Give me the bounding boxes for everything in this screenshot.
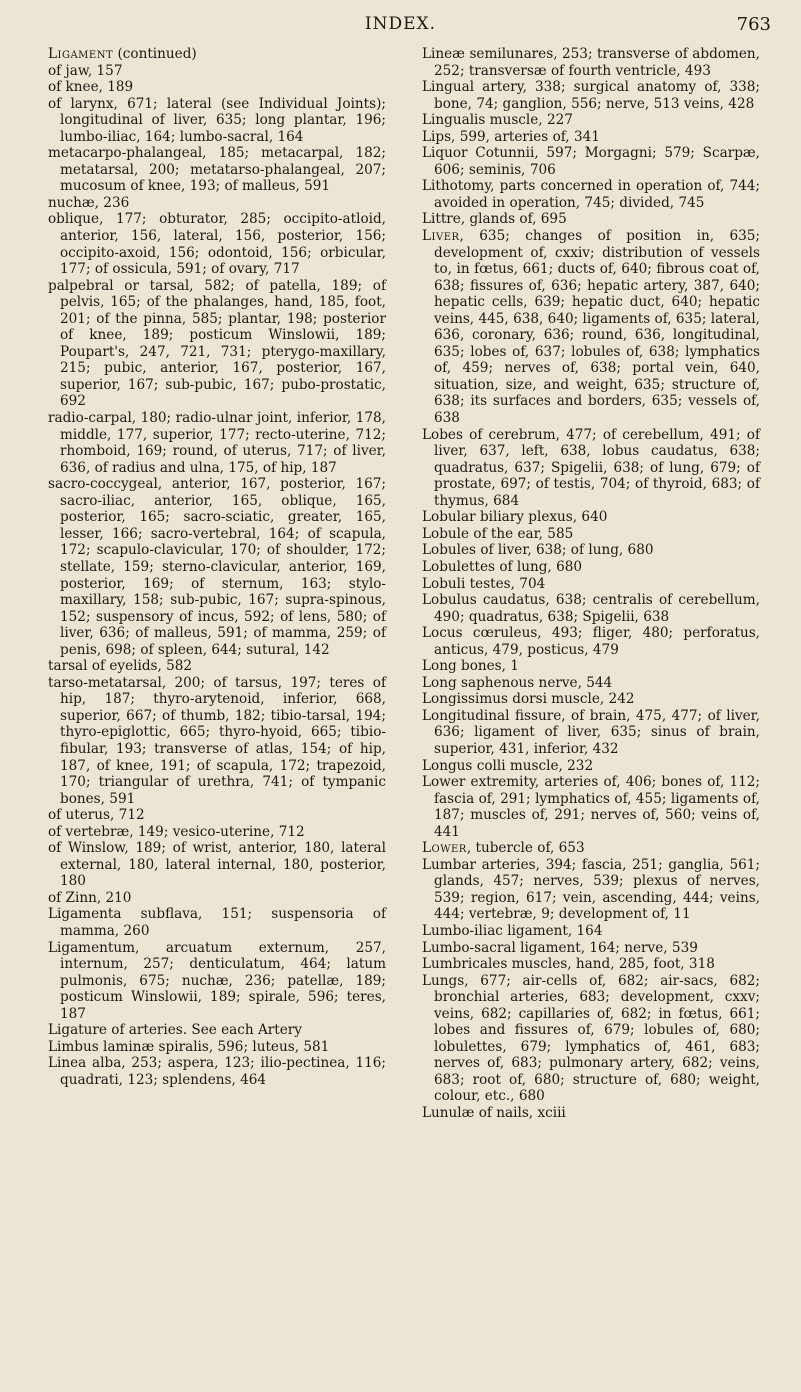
index-entry (422, 956, 760, 973)
index-entry-text: Littre, glands of, 695 (422, 211, 567, 228)
index-column-right (422, 46, 760, 1122)
index-entry-text: Longissimus dorsi muscle, 242 (422, 691, 635, 708)
index-entry (48, 96, 386, 146)
index-entry (422, 427, 760, 510)
index-entry-text: Lips, 599, arteries of, 341 (422, 128, 600, 145)
index-entry (422, 129, 760, 146)
page-header (0, 12, 801, 42)
index-entry (422, 576, 760, 593)
index-entry (48, 906, 386, 939)
index-entry (422, 625, 760, 658)
index-entry (48, 195, 386, 212)
index-entry-text: Lumbo-iliac ligament, 164 (422, 922, 603, 939)
index-entry (422, 145, 760, 178)
index-entry (48, 1022, 386, 1039)
index-entry (48, 675, 386, 807)
index-entry (48, 807, 386, 824)
index-entry (422, 940, 760, 957)
index-entry-text: of jaw, 157 (48, 62, 123, 79)
index-entry (422, 46, 760, 79)
index-entry (422, 112, 760, 129)
index-entry-text: Linea alba, 253; aspera, 123; ilio-pectinea, 116; quadrati, 123; splendens, 464 (48, 1055, 386, 1088)
index-entry-text: of uterus, 712 (48, 807, 145, 824)
index-entry-text: metacarpo-phalangeal, 185; metacarpal, 182; metatarsal, 200; metatarso-phalangeal, 207; mucosum of knee, 193; of malleus, 591 (48, 145, 386, 195)
index-entry-text: palpebral or tarsal, 582; of patella, 189; of pelvis, 165; of the phalanges, hand, 185, foot, 201; of the pinna, 585; plantar, 198; posterior of knee, 189; posticum Winslowii, 189; Poupart's, 247, 721, 731; pterygo-maxillary, 215; pubic, anterior, 167, posterior, 167, superior, 167; sub-pubic, 167; pubo-prostatic, 692 (48, 277, 386, 410)
index-entry-text: , tubercle of, 653 (466, 840, 585, 857)
index-entry (422, 857, 760, 923)
index-headword: Lower (422, 840, 467, 857)
index-entry (422, 592, 760, 625)
index-entry (48, 79, 386, 96)
index-entry-text: Limbus laminæ spiralis, 596; luteus, 581 (48, 1038, 330, 1055)
index-entry (48, 840, 386, 890)
index-entry-text: , 635; changes of position in, 635; development of, cxxiv; distribution of vessels to, in fœtus, 661; ducts of, 640; fibrous coat of, 638; fissures of, 636; hepatic artery, 387, 640; hepatic cells, 639; hepatic duct, 640; hepatic veins, 445, 638, 640; ligaments of, 635; lateral, 636, coronary, 636; round, 636, longitudinal, 635; lobes of, 637; lobules of, 638; lymphatics of, 459; nerves of, 638; portal vein, 640, situation, size, and weight, 635; structure of, 638; its surfaces and borders, 635; vessels of, 638 (434, 228, 760, 427)
index-entry-text: Lumbo-sacral ligament, 164; nerve, 539 (422, 939, 698, 956)
index-entry-text: of Zinn, 210 (48, 889, 132, 906)
index-entry (422, 675, 760, 692)
index-headword: Ligament (48, 46, 114, 62)
index-entry (422, 840, 760, 857)
index-entry (422, 542, 760, 559)
index-entry-text: Lumbricales muscles, hand, 285, foot, 318 (422, 956, 715, 973)
index-entry (48, 1055, 386, 1088)
index-entry (422, 758, 760, 775)
index-entry-text: tarso-metatarsal, 200; of tarsus, 197; teres of hip, 187; thyro-arytenoid, inferior, 668, superior, 667; of thumb, 182; tibio-tarsal, 194; thyro-epiglottic, 665; thyro-hyoid, 665; tibio-fibular, 193; transverse of atlas, 154; of hip, 187, of knee, 191; of scapula, 172; trapezoid, 170; triangular of urethra, 741; of tympanic bones, 591 (48, 674, 386, 807)
index-entry-text: Lingualis muscle, 227 (422, 112, 573, 129)
index-entry-text: of Winslow, 189; of wrist, anterior, 180, lateral external, 180, lateral internal, 180, posterior, 180 (48, 840, 386, 890)
index-entry (422, 774, 760, 840)
index-entry-text: nuchæ, 236 (48, 194, 130, 211)
index-entry-text: (continued) (113, 46, 197, 62)
index-entry-text: of larynx, 671; lateral (see Individual Joints); longitudinal of liver, 635; long plantar, 196; lumbo-iliac, 164; lumbo-sacral, 164 (48, 95, 386, 145)
index-entry (422, 708, 760, 758)
index-entry-text: Lobules of liver, 638; of lung, 680 (422, 542, 654, 559)
index-entry (422, 79, 760, 112)
index-entry (48, 890, 386, 907)
index-entry-text: Lobuli testes, 704 (422, 575, 546, 592)
index-entry (48, 410, 386, 476)
index-entry-text: Lungs, 677; air-cells of, 682; air-sacs, 682; bronchial arteries, 683; development, cxxv; veins, 682; capillaries of, 682; in fœtus, 661; lobes and fissures of, 679; lobules of, 680; lobulettes, 679; lymphatics of, 461, 683; nerves of, 683; pulmonary artery, 682; veins, 683; root of, 680; structure of, 680; weight, colour, etc., 680 (422, 972, 760, 1105)
index-entry (422, 526, 760, 543)
index-entry (422, 691, 760, 708)
index-entry (48, 824, 386, 841)
index-entry (48, 658, 386, 675)
index-entry-text: Lineæ semilunares, 253; transverse of abdomen, 252; transversæ of fourth ventricle, 493 (422, 46, 760, 79)
index-column-left (48, 46, 386, 1088)
index-entry (422, 658, 760, 675)
index-entry (422, 923, 760, 940)
index-entry (422, 559, 760, 576)
index-entry-text: Liquor Cotunnii, 597; Morgagni; 579; Scarpæ, 606; seminis, 706 (422, 145, 760, 178)
index-entry-text: Lobular biliary plexus, 640 (422, 509, 608, 526)
index-entry-text: Lower extremity, arteries of, 406; bones of, 112; fascia of, 291; lymphatics of, 455; ligaments of, 187; muscles of, 291; nerves of, 560; veins of, 441 (422, 774, 760, 840)
index-entry-text: Lobulettes of lung, 680 (422, 558, 583, 575)
index-entry-text: Lithotomy, parts concerned in operation of, 744; avoided in operation, 745; divided, 745 (422, 178, 760, 211)
index-entry-text: Lunulæ of nails, xciii (422, 1105, 566, 1121)
index-entry-text: Ligamentum, arcuatum externum, 257, internum, 257; denticulatum, 464; latum pulmonis, 675; nuchæ, 236; patellæ, 189; posticum Winslowii, 189; spirale, 596; teres, 187 (48, 939, 386, 1022)
running-title: INDEX. (364, 14, 437, 34)
index-entry (48, 46, 386, 63)
index-entry (422, 211, 760, 228)
index-entry (48, 211, 386, 277)
index-entry (422, 1105, 760, 1122)
index-entry-text: Long bones, 1 (422, 658, 519, 675)
index-entry (422, 973, 760, 1105)
index-entry (48, 145, 386, 195)
index-entry-text: tarsal of eyelids, 582 (48, 658, 193, 675)
index-entry-text: Lumbar arteries, 394; fascia, 251; ganglia, 561; glands, 457; nerves, 539; plexus of nerves, 539; region, 617; vein, ascending, 444; veins, 444; vertebræ, 9; development of, 11 (422, 856, 760, 923)
index-entry-text: Long saphenous nerve, 544 (422, 674, 613, 691)
index-entry-text: Locus cœruleus, 493; fliger, 480; perforatus, anticus, 479, posticus, 479 (422, 625, 760, 658)
index-entry (422, 178, 760, 211)
index-entry-text: Lingual artery, 338; surgical anatomy of, 338; bone, 74; ganglion, 556; nerve, 513 veins, 428 (422, 79, 760, 112)
index-entry (48, 1039, 386, 1056)
index-entry (48, 940, 386, 1023)
index-entry-text: Lobes of cerebrum, 477; of cerebellum, 491; of liver, 637, left, 638, lobus caudatus, 638; quadratus, 637; Spigelii, 638; of lung, 679; of prostate, 697; of testis, 704; of thyroid, 683; of thymus, 684 (422, 426, 760, 509)
index-entry-text: Longus colli muscle, 232 (422, 757, 594, 774)
index-entry-text: of vertebræ, 149; vesico-uterine, 712 (48, 823, 305, 840)
index-entry (422, 228, 760, 427)
index-entry-text: Ligamenta subflava, 151; suspensoria of mamma, 260 (48, 906, 386, 939)
index-entry-text: of knee, 189 (48, 79, 134, 96)
index-entry (48, 63, 386, 80)
index-entry (422, 509, 760, 526)
index-entry-text: Ligature of arteries. See each Artery (48, 1022, 302, 1039)
index-entry (48, 278, 386, 410)
index-entry-text: Longitudinal fissure, of brain, 475, 477; of liver, 636; ligament of liver, 635; sinus of brain, superior, 431, inferior, 432 (422, 707, 760, 757)
index-entry-text: radio-carpal, 180; radio-ulnar joint, inferior, 178, middle, 177, superior, 177; recto-uterine, 712; rhomboid, 169; round, of uterus, 717; of liver, 636, of radius and ulna, 175, of hip, 187 (48, 410, 386, 476)
page-number: 763 (736, 14, 771, 35)
index-entry-text: oblique, 177; obturator, 285; occipito-atloid, anterior, 156, lateral, 156, posterior, 156; occipito-axoid, 156; odontoid, 156; orbicular, 177; of ossicula, 591; of ovary, 717 (48, 211, 386, 278)
index-entry-text: Lobulus caudatus, 638; centralis of cerebellum, 490; quadratus, 638; Spigelii, 638 (422, 592, 760, 625)
index-entry (48, 476, 386, 658)
index-entry-text: Lobule of the ear, 585 (422, 525, 574, 542)
index-headword: Liver (422, 228, 460, 245)
index-entry-text: sacro-coccygeal, anterior, 167, posterior, 167; sacro-iliac, anterior, 165, oblique, 165, posterior, 165; sacro-sciatic, greater, 165, lesser, 166; sacro-vertebral, 164; of scapula, 172; scapulo-clavicular, 170; of shoulder, 172; stellate, 159; sterno-clavicular, anterior, 169, posterior, 169; of sternum, 163; stylo-maxillary, 158; sub-pubic, 167; supra-spinous, 152; suspensory of incus, 592; of lens, 580; of liver, 636; of malleus, 591; of mamma, 259; of penis, 698; of spleen, 644; sutural, 142 (48, 476, 386, 658)
